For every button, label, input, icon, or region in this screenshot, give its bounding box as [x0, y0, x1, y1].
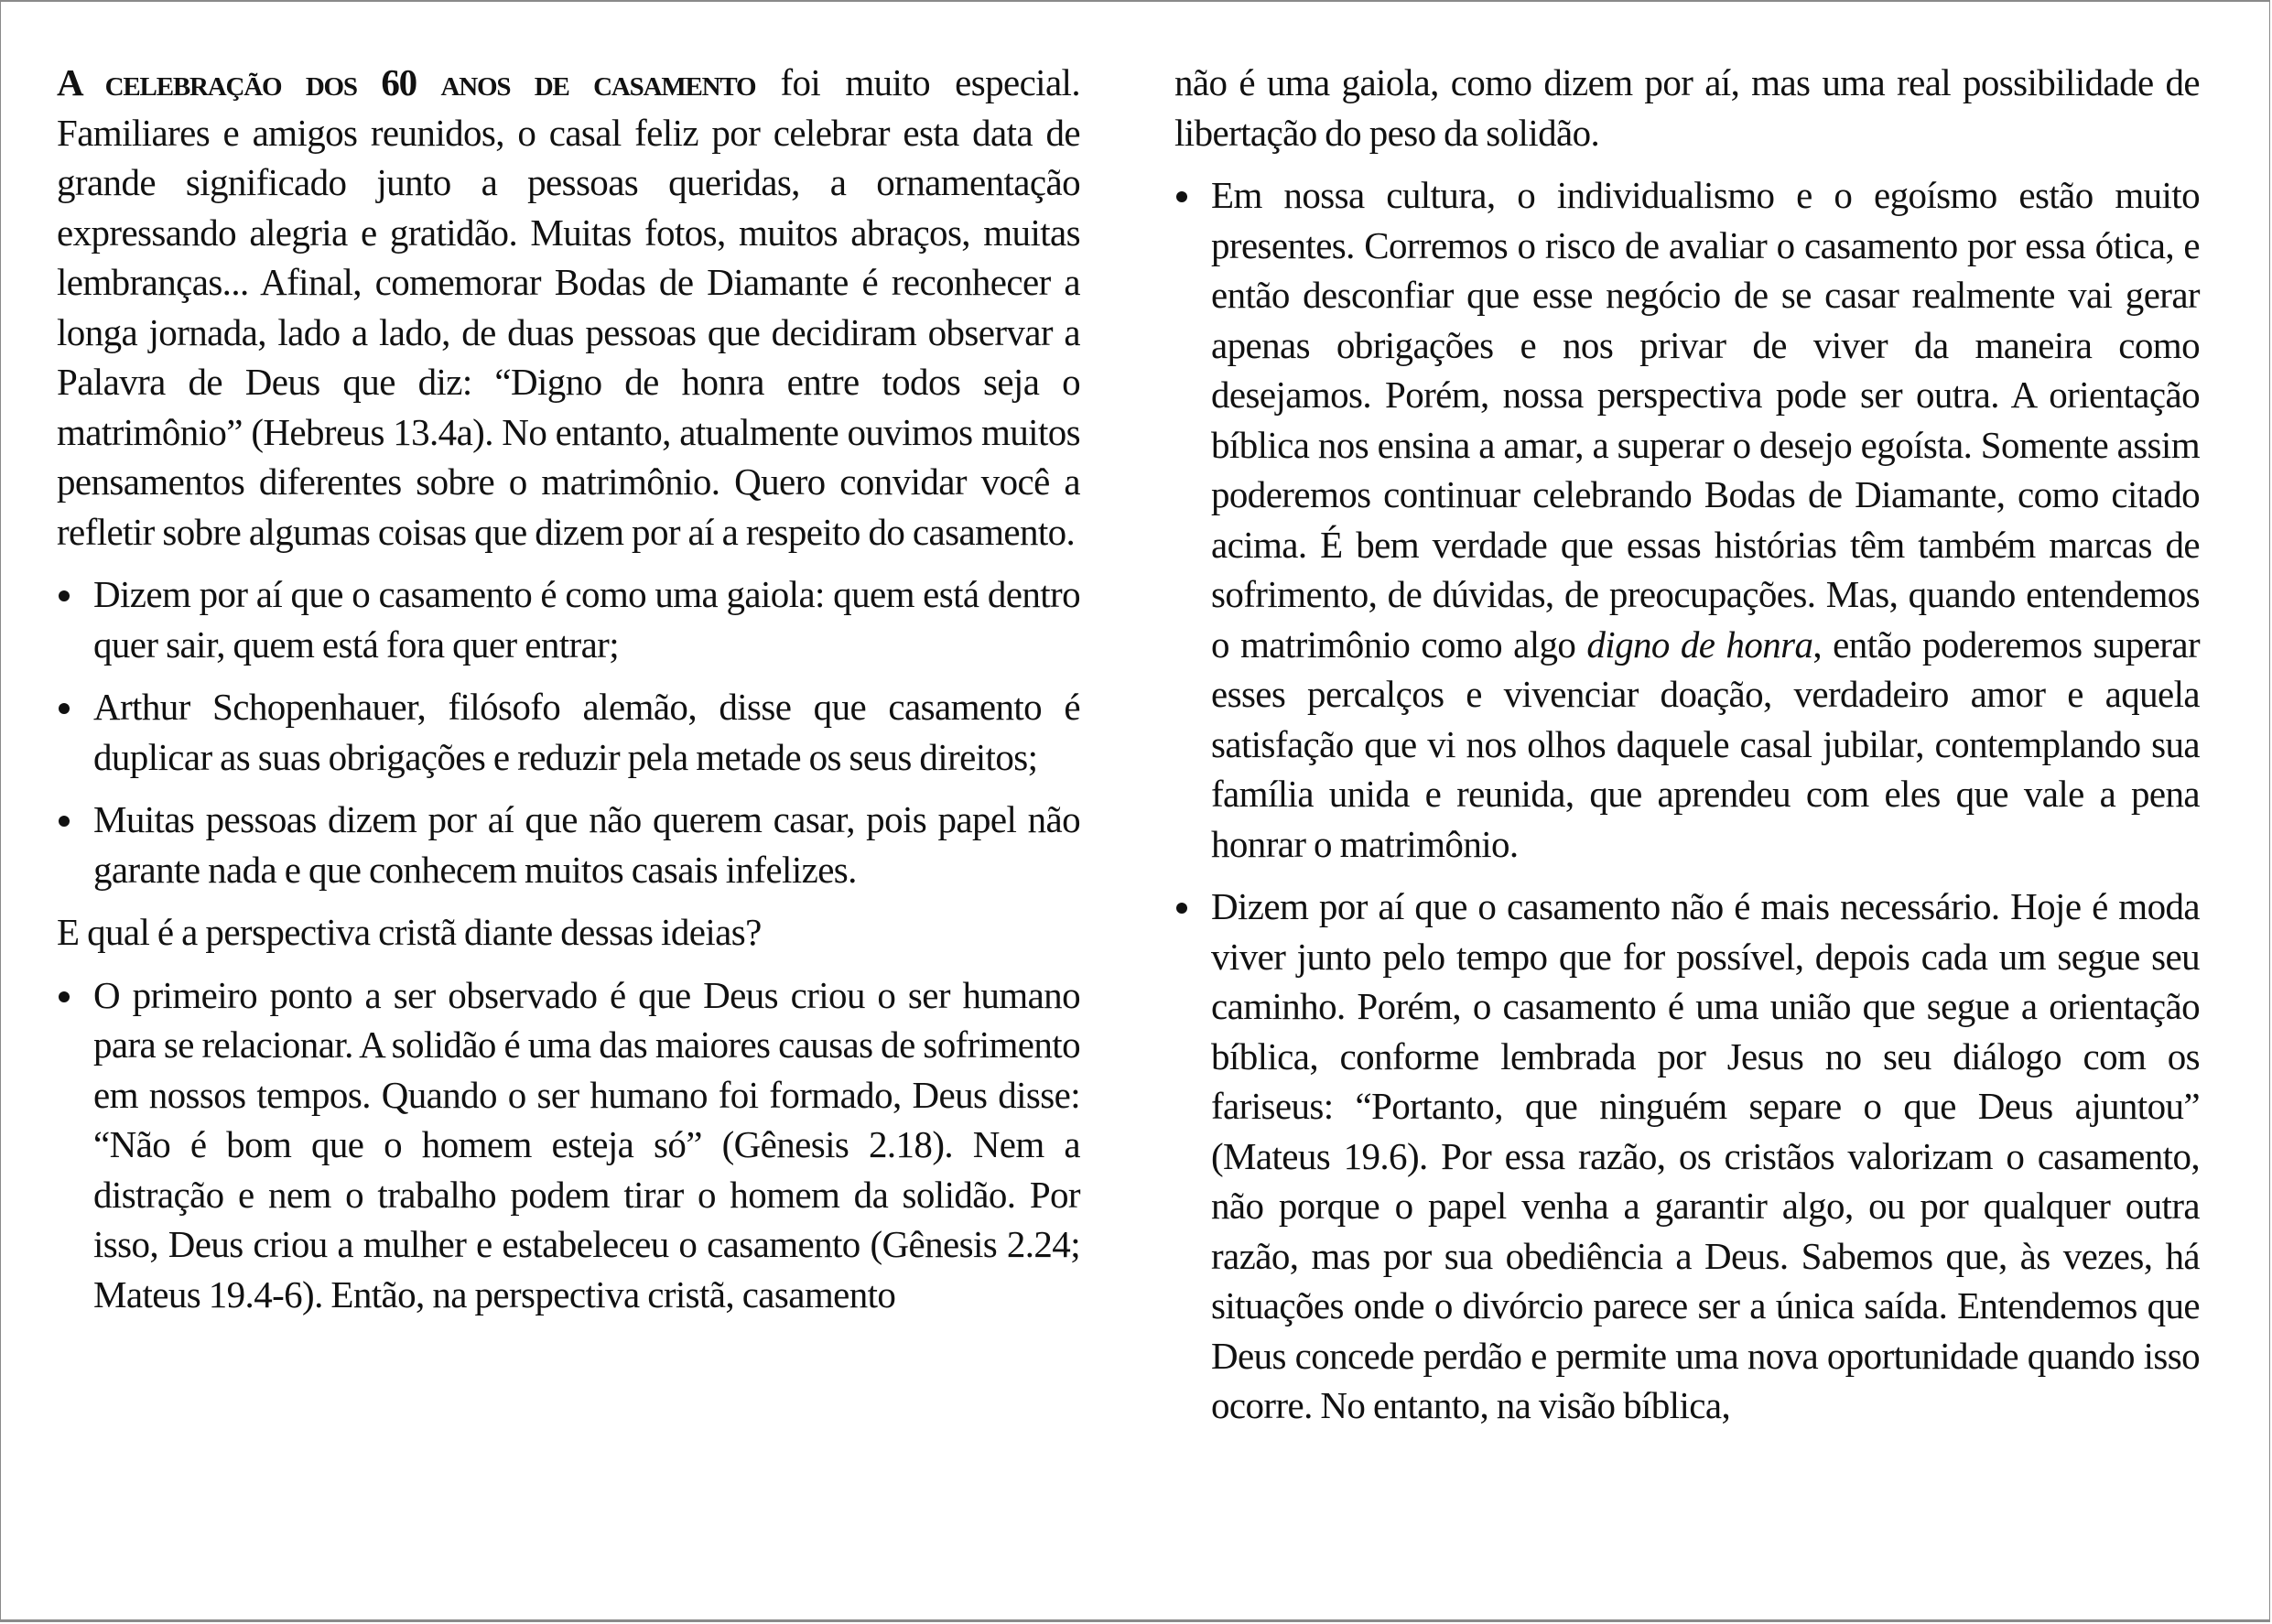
perspective-text: O primeiro ponto a ser observado é que Deus criou o ser humano para se relacionar. A solidão é uma das maiores causas de sofrimento em nossos tempos. Quando o ser humano foi formado, Deus disse: “Não é bom que o homem esteja só” (Gênesis 2.18). Nem a distração e nem o trabalho podem tirar o homem da solidão. Por isso, Deus criou a mulher e estabeleceu o casamento (Gênesis 2.24; Mateus 19.4-6). Então, na perspectiva cristã, casamento — [93, 973, 1080, 1315]
list-item-saying-paper — [57, 795, 1080, 894]
bullet-icon — [59, 991, 70, 1002]
bullet-icon — [59, 816, 70, 827]
saying-text: Dizem por aí que o casamento é como uma gaiola: quem está dentro quer sair, quem está fora quer entrar; — [93, 573, 1080, 666]
bullet-icon — [59, 590, 70, 601]
perspective-text: Dizem por aí que o casamento não é mais necessário. Hoje é moda viver junto pelo tempo que for possível, depois cada um segue seu caminho. Porém, o casamento é uma união que segue a orientação bíblica, conforme lembrada por Jesus no seu diálogo com os fariseus: “Portanto, que ninguém separe o que Deus ajuntou” (Mateus 19.6). Por essa razão, os cristãos valorizam o casamento, não porque o papel venha a garantir algo, ou por qualquer outra razão, mas por sua obediência a Deus. Sabemos que, às vezes, há situações onde o divórcio parece ser a única saída. Entendemos que Deus concede perdão e permite uma nova oportunidade quando isso ocorre. No entanto, na visão bíblica, — [1211, 885, 2200, 1426]
continuation-paragraph: não é uma gaiola, como dizem por aí, mas uma real possibilidade de libertação do peso da solidão. — [1174, 61, 2200, 154]
list-item-perspective-first — [57, 970, 1080, 1320]
bullet-icon — [59, 703, 70, 714]
emphasis-text: digno de honra — [1586, 623, 1813, 666]
perspective-list-continued — [1174, 170, 2200, 1431]
question-paragraph: E qual é a perspectiva cristã diante dessas ideias? — [57, 911, 762, 953]
intro-text: foi muito especial. Familiares e amigos reunidos, o casal feliz por celebrar esta data de grande significado junto a pessoas queridas, a ornamentação expressando alegria e gratidão. Muitas fotos, muitos abraços, muitas lembranças... Afinal, comemorar Bodas de Diamante é reconhecer a longa jornada, lado a lado, de duas pessoas que decidiram observar a Palavra de Deus que diz: “Digno de honra entre todos seja o matrimônio” (Hebreus 13.4a). No entanto, atualmente ouvimos muitos pensamentos diferentes sobre o matrimônio. Quero convidar você a refletir sobre algumas coisas que dizem por aí a respeito do casamento. — [57, 61, 1080, 553]
intro-paragraph — [57, 58, 1080, 557]
saying-text: Arthur Schopenhauer, filósofo alemão, disse que casamento é duplicar as suas obrigações e reduzir pela metade os seus direitos; — [93, 686, 1080, 778]
list-item-saying-cage — [57, 569, 1080, 669]
list-item-perspective-necessity — [1174, 882, 2200, 1431]
saying-text: Muitas pessoas dizem por aí que não querem casar, pois papel não garante nada e que conhecem muitos casais infelizes. — [93, 798, 1080, 891]
lead-in-heading: A celebração dos 60 anos de casamento — [57, 61, 756, 103]
perspective-text: Em nossa cultura, o individualismo e o egoísmo estão muito presentes. Corremos o risco de avaliar o casamento por essa ótica, e então desconfiar que esse negócio de se casar realmente vai gerar apenas obrigações e nos privar de viver da maneira como desejamos. Porém, nossa perspectiva pode ser outra. A orientação bíblica nos ensina a amar, a superar o desejo egoísta. Somente assim poderemos continuar celebrando Bodas de Diamante, como citado acima. É bem verdade que essas histórias têm também marcas de sofrimento, de dúvidas, de preocupações. Mas, quando entendemos o matrimônio como algo — [1211, 174, 2200, 666]
bullet-icon — [1176, 191, 1187, 202]
perspective-list — [57, 970, 1080, 1320]
right-column — [1174, 58, 2200, 1444]
left-column — [57, 58, 1080, 1332]
bullet-icon — [1176, 903, 1187, 914]
list-item-saying-schopenhauer — [57, 682, 1080, 782]
list-item-perspective-individualism — [1174, 170, 2200, 869]
perspective-text-end: , então poderemos superar esses percalços e vivenciar doação, verdadeiro amor e aquela satisfação que vi nos olhos daquele casal jubilar, contemplando sua família unida e reunida, que aprendeu com eles que vale a pena honrar o matrimônio. — [1211, 623, 2201, 865]
sayings-list — [57, 569, 1080, 894]
